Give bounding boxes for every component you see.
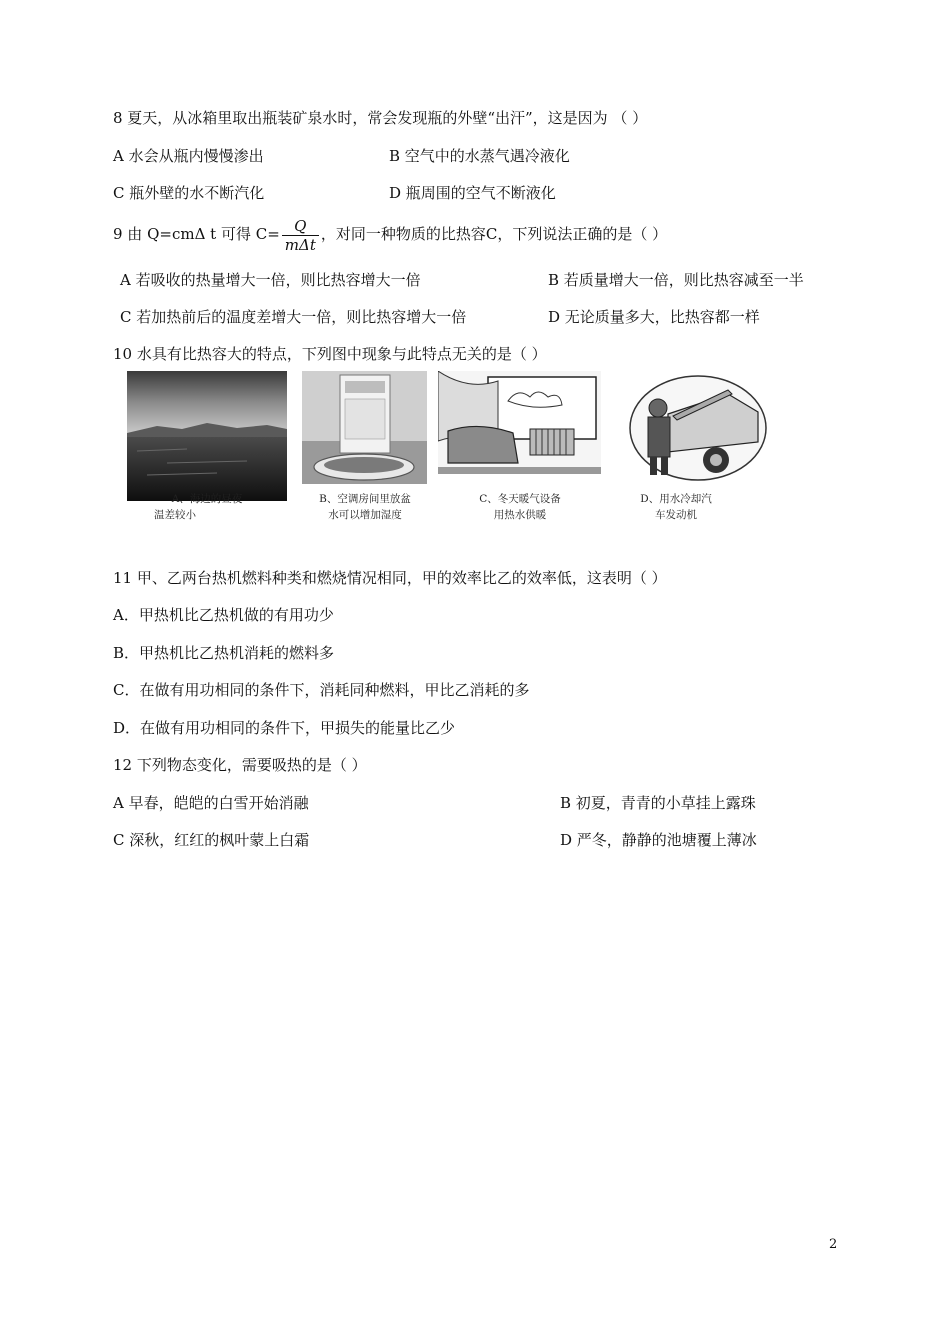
q9-fraction-numerator: Q xyxy=(282,217,319,236)
q12-option-d: D 严冬，静静的池塘覆上薄冰 xyxy=(560,831,757,849)
q8-option-d: D 瓶周围的空气不断液化 xyxy=(389,184,556,202)
radiator-room-drawing xyxy=(438,371,601,474)
q12-option-b: B 初夏，青青的小草挂上露珠 xyxy=(560,794,756,812)
car-engine-drawing xyxy=(628,374,768,482)
q8-option-b: B 空气中的水蒸气遇冷液化 xyxy=(389,147,570,165)
caption-c-line2: 用热水供暖 xyxy=(493,509,547,521)
q9-option-c: C 若加热前后的温度差增大一倍，则比热容增大一倍 xyxy=(120,308,467,326)
q9-option-a: A 若吸收的热量增大一倍，则比热容增大一倍 xyxy=(120,271,421,289)
seaside-photo xyxy=(127,371,287,501)
q9-stem-pre: 9 由 Q=cmΔ t 可得 C= xyxy=(113,225,280,243)
q9-fraction-denominator: mΔt xyxy=(284,235,316,254)
q8-option-a: A 水会从瓶内慢慢渗出 xyxy=(113,147,264,165)
q12-option-a: A 早春，皑皑的白雪开始消融 xyxy=(113,794,309,812)
q9-option-b: B 若质量增大一倍，则比热容减至一半 xyxy=(548,271,804,289)
q9-option-d: D 无论质量多大，比热容都一样 xyxy=(548,308,760,326)
caption-b-line1: B、空调房间里放盆 xyxy=(319,493,411,505)
q11-stem: 11 甲、乙两台热机燃料种类和燃烧情况相同，甲的效率比乙的效率低，这表明（ ） xyxy=(113,569,667,587)
air-conditioner-basin-photo xyxy=(302,371,427,484)
caption-b-line2: 水可以增加湿度 xyxy=(328,509,402,521)
caption-c-line1: C、冬天暖气设备 xyxy=(479,493,561,505)
caption-d-line1: D、用水冷却汽 xyxy=(640,493,712,505)
q12-stem: 12 下列物态变化，需要吸热的是（ ） xyxy=(113,756,367,774)
caption-d-line2: 车发动机 xyxy=(655,509,697,521)
q11-option-a: A．甲热机比乙热机做的有用功少 xyxy=(113,606,334,624)
q9-stem-post: ，对同一种物质的比热容C，下列说法正确的是（ ） xyxy=(320,225,668,243)
caption-a-line2: 温差较小 xyxy=(154,509,196,521)
page-number: 2 xyxy=(829,1237,838,1252)
q12-option-c: C 深秋，红红的枫叶蒙上白霜 xyxy=(113,831,310,849)
caption-a-line1: A、海边的昼夜 xyxy=(171,493,243,505)
q8-stem: 8 夏天，从冰箱里取出瓶装矿泉水时，常会发现瓶的外壁“出汗”，这是因为 （ ） xyxy=(113,109,648,127)
q10-stem: 10 水具有比热容大的特点，下列图中现象与此特点无关的是（ ） xyxy=(113,345,547,363)
q11-option-d: D．在做有用功相同的条件下，甲损失的能量比乙少 xyxy=(113,719,456,737)
q9-stem xyxy=(113,216,667,254)
q11-option-b: B．甲热机比乙热机消耗的燃料多 xyxy=(113,644,335,662)
q8-option-c: C 瓶外壁的水不断汽化 xyxy=(113,184,265,202)
q9-fraction xyxy=(282,217,319,254)
q11-option-c: C．在做有用功相同的条件下，消耗同种燃料，甲比乙消耗的多 xyxy=(113,681,530,699)
